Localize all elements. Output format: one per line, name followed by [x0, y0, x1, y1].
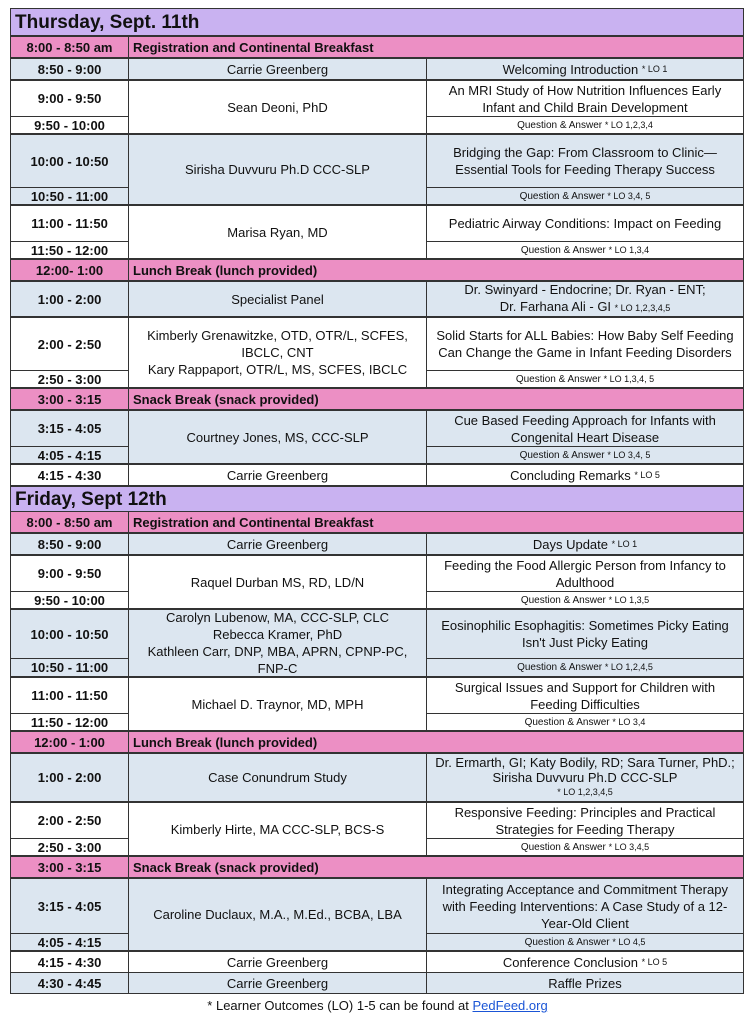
lo-note: * LO 3,4, 5 — [607, 449, 651, 460]
qa-cell — [426, 241, 744, 259]
speaker-cell: Caroline Duclaux, M.A., M.Ed., BCBA, LBA — [128, 878, 427, 951]
qa-time-cell: 2:50 - 3:00 — [10, 838, 129, 856]
topic-text: Welcoming Introduction — [502, 61, 639, 77]
pedfeed-link[interactable]: PedFeed.org — [472, 998, 548, 1013]
topic-cell: Raffle Prizes — [426, 972, 744, 994]
time-cell: 8:00 - 8:50 am — [10, 36, 129, 58]
time-cell: 8:50 - 9:00 — [10, 533, 129, 555]
time-cell: 9:00 - 9:50 — [10, 555, 129, 592]
lo-note: * LO 3,4 — [612, 716, 646, 727]
break-label: Lunch Break (lunch provided) — [128, 259, 744, 281]
topic-cell: An MRI Study of How Nutrition Influences Early Infant and Child Brain Development — [426, 80, 744, 117]
topic-line: Dr. Swinyard - Endocrine; Dr. Ryan - ENT; — [464, 282, 706, 297]
footer-note — [0, 998, 755, 1013]
qa-cell — [426, 187, 744, 205]
day-header-friday: Friday, Sept 12th — [10, 486, 744, 512]
speaker-line: Kathleen Carr, DNP, MBA, APRN, CPNP-PC, FNP-C — [147, 644, 408, 676]
qa-cell — [426, 933, 744, 951]
topic-text: Dr. Farhana Ali - GI — [499, 299, 612, 314]
time-cell: 12:00- 1:00 — [10, 259, 129, 281]
lo-note: * LO 1,3,4 — [608, 244, 650, 255]
topic-cell: Feeding the Food Allergic Person from Infancy to Adulthood — [426, 555, 744, 592]
topic-text: Concluding Remarks — [510, 467, 631, 483]
qa-cell — [426, 591, 744, 609]
speaker-cell — [128, 609, 427, 677]
time-cell: 4:15 - 4:30 — [10, 464, 129, 486]
lo-note: * LO 1,2,4,5 — [604, 662, 653, 672]
topic-cell: Integrating Acceptance and Commitment Therapy with Feeding Interventions: A Case Study of a 12-Year-Old Client — [426, 878, 744, 934]
topic-cell — [426, 951, 744, 973]
qa-label: Question & Answer — [524, 936, 610, 948]
time-cell: 9:00 - 9:50 — [10, 80, 129, 117]
speaker-line: Carolyn Lubenow, MA, CCC-SLP, CLC — [165, 610, 390, 625]
break-label: Snack Break (snack provided) — [128, 856, 744, 878]
time-cell: 4:30 - 4:45 — [10, 972, 129, 994]
topic-cell — [426, 58, 744, 80]
topic-cell: Surgical Issues and Support for Children with Feeding Difficulties — [426, 677, 744, 714]
time-cell: 2:00 - 2:50 — [10, 802, 129, 839]
qa-label: Question & Answer — [517, 119, 603, 131]
speaker-cell: Case Conundrum Study — [128, 753, 427, 802]
time-cell: 11:00 - 11:50 — [10, 677, 129, 714]
break-label: Snack Break (snack provided) — [128, 388, 744, 410]
break-label: Registration and Continental Breakfast — [128, 36, 744, 58]
speaker-cell: Carrie Greenberg — [128, 58, 427, 80]
time-cell: 3:15 - 4:05 — [10, 410, 129, 447]
topic-cell — [426, 464, 744, 486]
time-cell: 11:00 - 11:50 — [10, 205, 129, 242]
qa-label: Question & Answer — [519, 190, 605, 202]
qa-time-cell: 10:50 - 11:00 — [10, 658, 129, 677]
qa-label: Question & Answer — [520, 841, 606, 853]
lo-note: * LO 4,5 — [612, 936, 646, 947]
qa-cell — [426, 370, 744, 388]
time-cell: 2:00 - 2:50 — [10, 317, 129, 371]
speaker-cell: Michael D. Traynor, MD, MPH — [128, 677, 427, 731]
topic-cell: Pediatric Airway Conditions: Impact on Feeding — [426, 205, 744, 242]
speaker-cell: Sirisha Duvvuru Ph.D CCC-SLP — [128, 134, 427, 205]
qa-cell — [426, 713, 744, 731]
lo-note: * LO 5 — [634, 469, 660, 480]
qa-label: Question & Answer — [517, 662, 603, 673]
speaker-cell: Marisa Ryan, MD — [128, 205, 427, 259]
break-label: Registration and Continental Breakfast — [128, 511, 744, 533]
lo-note: * LO 3,4, 5 — [607, 190, 651, 201]
lo-note: * LO 1,2,3,4,5 — [614, 303, 671, 313]
qa-time-cell: 2:50 - 3:00 — [10, 370, 129, 388]
speaker-cell: Carrie Greenberg — [128, 533, 427, 555]
time-cell: 10:00 - 10:50 — [10, 609, 129, 659]
qa-label: Question & Answer — [519, 449, 605, 461]
speaker-cell: Kimberly Hirte, MA CCC-SLP, BCS-S — [128, 802, 427, 856]
qa-time-cell: 9:50 - 10:00 — [10, 116, 129, 134]
qa-label: Question & Answer — [524, 716, 610, 728]
time-cell: 8:00 - 8:50 am — [10, 511, 129, 533]
qa-time-cell: 4:05 - 4:15 — [10, 933, 129, 951]
speaker-cell: Sean Deoni, PhD — [128, 80, 427, 134]
lo-note: * LO 1 — [641, 63, 668, 74]
qa-cell — [426, 658, 744, 677]
time-cell: 12:00 - 1:00 — [10, 731, 129, 753]
qa-label: Question & Answer — [520, 594, 606, 606]
time-cell: 1:00 - 2:00 — [10, 753, 129, 802]
topic-text: Days Update — [532, 536, 608, 552]
lo-note: * LO 1,2,3,4 — [604, 119, 653, 130]
topic-cell: Eosinophilic Esophagitis: Sometimes Picky Eating Isn't Just Picky Eating — [426, 609, 744, 659]
lo-note: * LO 1,3,4, 5 — [603, 373, 655, 384]
time-cell: 10:00 - 10:50 — [10, 134, 129, 188]
qa-time-cell: 11:50 - 12:00 — [10, 241, 129, 259]
qa-time-cell: 4:05 - 4:15 — [10, 446, 129, 464]
speaker-line: Rebecca Kramer, PhD — [212, 627, 343, 642]
topic-cell: Bridging the Gap: From Classroom to Clinic—Essential Tools for Feeding Therapy Success — [426, 134, 744, 188]
qa-time-cell: 9:50 - 10:00 — [10, 591, 129, 609]
speaker-cell: Raquel Durban MS, RD, LD/N — [128, 555, 427, 609]
qa-cell — [426, 446, 744, 464]
qa-label: Question & Answer — [520, 244, 606, 256]
time-cell: 8:50 - 9:00 — [10, 58, 129, 80]
topic-cell: Responsive Feeding: Principles and Practical Strategies for Feeding Therapy — [426, 802, 744, 839]
speaker-cell: Courtney Jones, MS, CCC-SLP — [128, 410, 427, 464]
footer-text: * Learner Outcomes (LO) 1-5 can be found at — [207, 998, 469, 1013]
speaker-cell: Carrie Greenberg — [128, 464, 427, 486]
topic-text: Dr. Ermarth, GI; Katy Bodily, RD; Sara Turner, PhD.; Sirisha Duvvuru Ph.D CCC-SLP — [435, 755, 735, 785]
day-header-thursday: Thursday, Sept. 11th — [10, 8, 744, 36]
lo-note: * LO 1 — [611, 538, 638, 549]
topic-cell — [426, 533, 744, 555]
speaker-line: Kary Rappaport, OTR/L, MS, SCFES, IBCLC — [147, 362, 408, 377]
time-cell: 3:00 - 3:15 — [10, 388, 129, 410]
speaker-cell: Specialist Panel — [128, 281, 427, 317]
qa-time-cell: 11:50 - 12:00 — [10, 713, 129, 731]
topic-cell — [426, 281, 744, 317]
time-cell: 3:15 - 4:05 — [10, 878, 129, 934]
time-cell: 3:00 - 3:15 — [10, 856, 129, 878]
qa-label: Question & Answer — [515, 373, 601, 385]
speaker-line: Kimberly Grenawitzke, OTD, OTR/L, SCFES, IBCLC, CNT — [147, 328, 408, 360]
lo-note: * LO 1,3,5 — [608, 594, 650, 605]
break-label: Lunch Break (lunch provided) — [128, 731, 744, 753]
topic-text: Conference Conclusion — [502, 954, 638, 970]
time-cell: 4:15 - 4:30 — [10, 951, 129, 973]
qa-time-cell: 10:50 - 11:00 — [10, 187, 129, 205]
topic-cell — [426, 753, 744, 802]
qa-cell — [426, 838, 744, 856]
time-cell: 1:00 - 2:00 — [10, 281, 129, 317]
speaker-cell: Carrie Greenberg — [128, 972, 427, 994]
speaker-cell — [128, 317, 427, 388]
topic-cell: Cue Based Feeding Approach for Infants with Congenital Heart Disease — [426, 410, 744, 447]
lo-note: * LO 3,4,5 — [608, 841, 650, 852]
lo-note: * LO 5 — [641, 956, 668, 967]
speaker-cell: Carrie Greenberg — [128, 951, 427, 973]
qa-cell — [426, 116, 744, 134]
topic-line — [500, 298, 670, 317]
lo-note: * LO 1,2,3,4,5 — [557, 787, 613, 797]
topic-cell: Solid Starts for ALL Babies: How Baby Self Feeding Can Change the Game in Infant Feeding Disorders — [426, 317, 744, 371]
